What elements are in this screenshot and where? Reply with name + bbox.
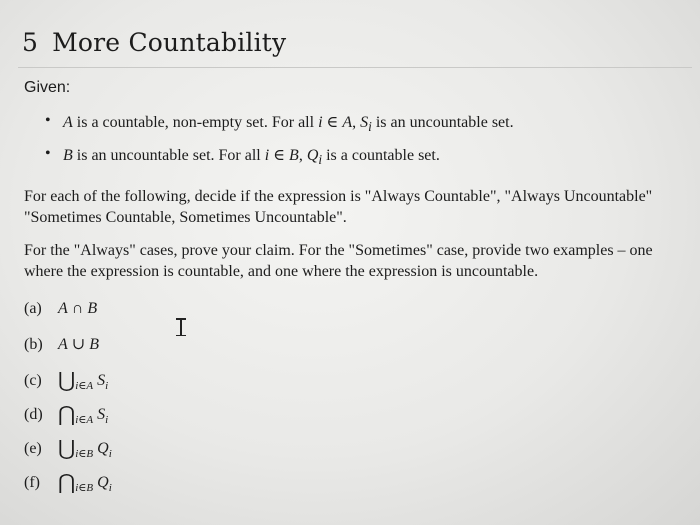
family-symbol: S bbox=[97, 372, 106, 389]
given-text: is a countable, non-empty set. For all bbox=[72, 114, 319, 131]
big-union-symbol: ⋃ bbox=[58, 368, 76, 392]
family-symbol: S bbox=[360, 114, 369, 131]
union-index: i∈A bbox=[75, 380, 94, 393]
part-label: (a) bbox=[24, 300, 42, 317]
intersection-index: i∈B bbox=[75, 482, 94, 495]
family-subscript: i bbox=[108, 448, 112, 461]
element-of-symbol: ∈ bbox=[322, 114, 343, 131]
section-title-text: More Countability bbox=[52, 28, 287, 57]
given-list bbox=[45, 112, 514, 178]
paragraph-line: where the expression is countable, and one where the expression is uncountable. bbox=[24, 263, 539, 280]
union-symbol: ∪ bbox=[67, 336, 90, 353]
comma: , bbox=[298, 147, 307, 164]
given-item bbox=[45, 145, 514, 178]
set-symbol: A bbox=[58, 300, 68, 317]
paragraph-line: For each of the following, decide if the expression is "Always Countable", "Always Uncountable" bbox=[24, 188, 653, 205]
question-part bbox=[24, 436, 112, 470]
set-symbol: B bbox=[89, 336, 99, 353]
set-symbol: B bbox=[289, 147, 299, 164]
big-union-symbol: ⋃ bbox=[58, 436, 76, 460]
part-label: (e) bbox=[24, 440, 42, 457]
instructions-paragraph bbox=[24, 240, 700, 282]
family-subscript: i bbox=[318, 152, 323, 168]
question-part bbox=[24, 402, 112, 436]
section-title bbox=[22, 28, 286, 57]
part-label: (d) bbox=[24, 406, 43, 423]
question-part bbox=[24, 300, 112, 334]
text-cursor-icon bbox=[176, 318, 186, 336]
intersection-index: i∈A bbox=[75, 414, 94, 427]
question-part bbox=[24, 334, 112, 368]
section-divider bbox=[18, 67, 692, 68]
intersection-symbol: ∩ bbox=[67, 300, 88, 317]
comma: , bbox=[352, 114, 361, 131]
set-symbol: A bbox=[63, 114, 73, 131]
given-text: is an uncountable set. For all bbox=[72, 147, 265, 164]
big-intersection-symbol: ⋂ bbox=[58, 402, 76, 426]
given-text: is a countable set. bbox=[322, 147, 440, 164]
family-symbol: Q bbox=[97, 474, 109, 491]
given-label: Given: bbox=[24, 79, 71, 96]
given-text: is an uncountable set. bbox=[371, 114, 514, 131]
index-symbol: i bbox=[318, 114, 323, 131]
part-label: (f) bbox=[24, 474, 40, 491]
question-part bbox=[24, 470, 112, 504]
section-number: 5 bbox=[22, 28, 39, 57]
element-of-symbol: ∈ bbox=[269, 147, 290, 164]
family-symbol: S bbox=[97, 406, 106, 423]
bullet-icon: • bbox=[45, 112, 51, 129]
set-symbol: B bbox=[63, 147, 73, 164]
set-symbol: A bbox=[58, 336, 68, 353]
set-symbol: B bbox=[87, 300, 98, 317]
family-symbol: Q bbox=[306, 147, 319, 164]
given-item bbox=[45, 112, 514, 145]
paragraph-line: For the "Always" cases, prove your claim. For the "Sometimes" case, provide two examples – one bbox=[24, 242, 653, 259]
question-parts bbox=[24, 300, 112, 504]
part-label: (c) bbox=[24, 372, 42, 389]
paragraph-line: "Sometimes Countable, Sometimes Uncountable". bbox=[24, 209, 347, 226]
big-intersection-symbol: ⋂ bbox=[58, 470, 76, 494]
instructions-paragraph bbox=[24, 186, 700, 228]
bullet-icon: • bbox=[45, 145, 51, 162]
union-index: i∈B bbox=[75, 448, 94, 461]
family-symbol: Q bbox=[97, 440, 109, 457]
part-label: (b) bbox=[24, 336, 43, 353]
family-subscript: i bbox=[105, 414, 109, 427]
family-subscript: i bbox=[108, 482, 112, 495]
question-part bbox=[24, 368, 112, 402]
family-subscript: i bbox=[105, 380, 109, 393]
family-subscript: i bbox=[368, 119, 372, 135]
set-symbol: A bbox=[342, 114, 353, 131]
index-symbol: i bbox=[264, 147, 270, 164]
